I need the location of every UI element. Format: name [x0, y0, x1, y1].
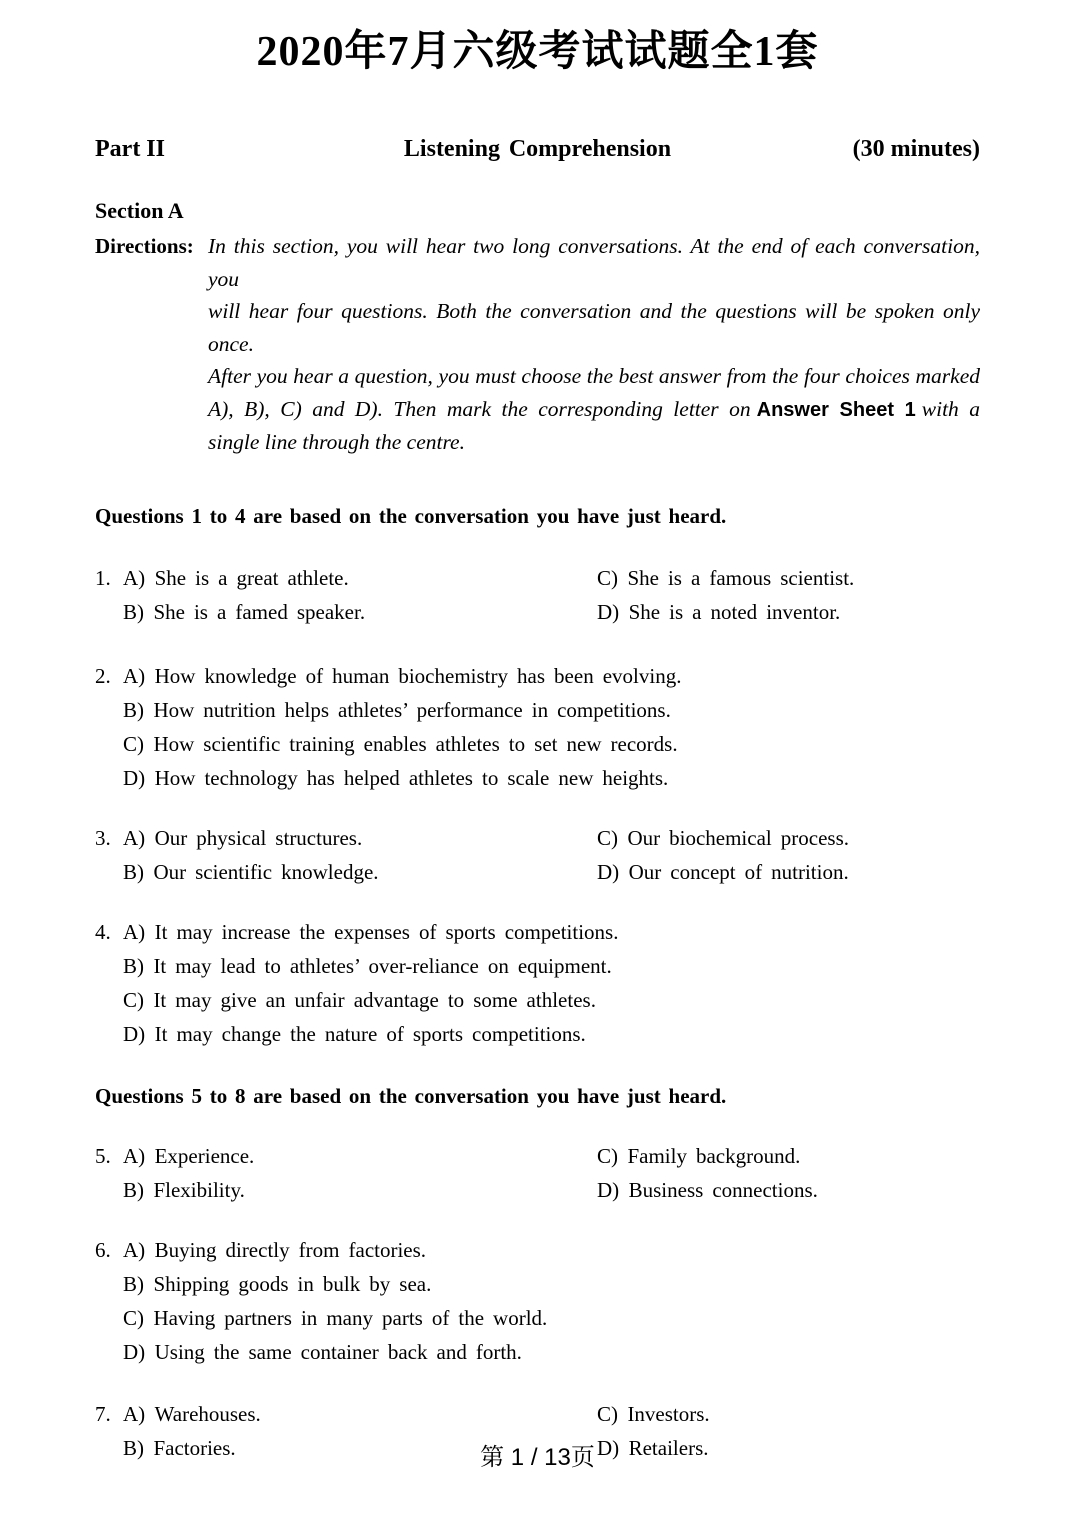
directions-line-3: After you hear a question, you must choose the best answer from the four choices marked [208, 364, 980, 388]
option-c [597, 1144, 800, 1168]
option-cell [597, 595, 980, 629]
question-row [95, 855, 980, 889]
option-cell [95, 1173, 597, 1207]
question-number: 5. [95, 1143, 111, 1168]
option-label: A) [123, 663, 146, 688]
option-text: Our concept of nutrition. [628, 859, 849, 884]
option-text: How technology has helped athletes to scale new heights. [154, 765, 669, 790]
option-cell [95, 595, 597, 629]
page-number-footer: 第 1 / 13页 [480, 1444, 595, 1471]
option-b [123, 954, 612, 978]
directions-line-4 [208, 393, 980, 427]
option-d [123, 1022, 586, 1046]
option-a [123, 566, 349, 590]
option-d [597, 1178, 818, 1202]
option-label: B) [123, 599, 144, 624]
option-cell [95, 855, 597, 889]
section-a-heading: Section A [95, 198, 184, 223]
option-b [123, 698, 671, 722]
option-label: B) [123, 1435, 144, 1460]
option-cell [597, 1397, 980, 1431]
option-text: She is a famed speaker. [153, 599, 366, 624]
part-header [95, 132, 980, 166]
option-label: A) [123, 919, 146, 944]
question-row [95, 595, 980, 629]
option-text: She is a famous scientist. [627, 565, 855, 590]
option-label: C) [123, 1305, 144, 1330]
directions-body [208, 230, 980, 459]
question-2 [95, 659, 980, 795]
question-row [95, 1267, 980, 1301]
option-text: She is a noted inventor. [628, 599, 841, 624]
option-b [123, 1272, 431, 1296]
option-text: Buying directly from factories. [154, 1237, 427, 1262]
option-cell [597, 1139, 980, 1173]
question-number: 2. [95, 663, 111, 688]
question-number: 7. [95, 1401, 111, 1426]
question-row [95, 1017, 980, 1051]
question-4 [95, 915, 980, 1051]
option-label: C) [123, 731, 144, 756]
option-label: A) [123, 1401, 146, 1426]
option-text: Our scientific knowledge. [153, 859, 379, 884]
option-label: A) [123, 825, 146, 850]
option-label: A) [123, 1143, 146, 1168]
option-label: B) [123, 1177, 144, 1202]
option-a [123, 826, 362, 850]
option-c [597, 566, 854, 590]
option-cell [95, 821, 597, 855]
option-text: Factories. [153, 1435, 236, 1460]
option-text: She is a great athlete. [154, 565, 349, 590]
question-6 [95, 1233, 980, 1369]
option-a [123, 664, 681, 688]
question-number: 6. [95, 1237, 111, 1262]
option-c [123, 1306, 547, 1330]
question-number: 1. [95, 565, 111, 590]
question-row [95, 1173, 980, 1207]
option-label: D) [123, 1021, 146, 1046]
option-text: Our physical structures. [154, 825, 363, 850]
option-cell [95, 561, 597, 595]
option-label: B) [123, 953, 144, 978]
option-label: D) [123, 765, 146, 790]
option-label: C) [597, 825, 618, 850]
option-d [597, 860, 849, 884]
question-number: 4. [95, 919, 111, 944]
option-b [123, 1178, 245, 1202]
option-c [123, 988, 596, 1012]
option-label: B) [123, 859, 144, 884]
directions-line-2: will hear four questions. Both the conversation and the questions will be spoken only once. [208, 299, 980, 356]
option-d [123, 1340, 522, 1364]
option-text: Our biochemical process. [627, 825, 850, 850]
option-label: C) [597, 1143, 618, 1168]
option-cell [597, 855, 980, 889]
option-cell [597, 561, 980, 595]
option-a [123, 920, 618, 944]
option-text: How knowledge of human biochemistry has been evolving. [154, 663, 682, 688]
option-label: C) [123, 987, 144, 1012]
directions-block [95, 230, 980, 459]
question-row [95, 915, 980, 949]
directions-line-4-pre: A), B), C) and D). Then mark the corresponding letter on [208, 396, 751, 421]
option-text: Warehouses. [154, 1401, 261, 1426]
option-a [123, 1144, 254, 1168]
option-d [123, 766, 668, 790]
option-text: It may give an unfair advantage to some athletes. [153, 987, 596, 1012]
question-1 [95, 561, 980, 629]
option-text: It may increase the expenses of sports competitions. [154, 919, 619, 944]
option-label: B) [123, 1271, 144, 1296]
question-row [95, 561, 980, 595]
question-row [95, 1233, 980, 1267]
question-row [95, 821, 980, 855]
option-label: A) [123, 1237, 146, 1262]
directions-label: Directions: [95, 234, 194, 258]
option-text: Using the same container back and forth. [154, 1339, 522, 1364]
option-label: D) [597, 599, 620, 624]
questions-1-4-header: Questions 1 to 4 are based on the conversation you have just heard. [95, 503, 727, 528]
question-row [95, 727, 980, 761]
option-text: How scientific training enables athletes to set new records. [153, 731, 678, 756]
option-label: C) [597, 1401, 618, 1426]
questions-5-8-header: Questions 5 to 8 are based on the conversation you have just heard. [95, 1083, 727, 1108]
directions-line-4-post: with a [921, 396, 980, 421]
option-b [123, 600, 365, 624]
option-text: It may change the nature of sports competitions. [154, 1021, 586, 1046]
option-label: D) [597, 1177, 620, 1202]
question-row [95, 659, 980, 693]
question-row [95, 983, 980, 1017]
question-5 [95, 1139, 980, 1207]
option-c [123, 732, 678, 756]
option-label: D) [123, 1339, 146, 1364]
option-text: Having partners in many parts of the world. [153, 1305, 548, 1330]
part-duration: (30 minutes) [852, 136, 980, 162]
question-row [95, 693, 980, 727]
option-cell [597, 1173, 980, 1207]
option-label: B) [123, 697, 144, 722]
question-row [95, 1301, 980, 1335]
page-title: 2020年7月六级考试试题全1套 [256, 29, 819, 75]
option-cell [95, 1397, 597, 1431]
option-label: D) [597, 1435, 620, 1460]
question-3 [95, 821, 980, 889]
option-label: A) [123, 565, 146, 590]
question-row [95, 761, 980, 795]
option-a [123, 1238, 426, 1262]
question-row [95, 1397, 980, 1431]
option-text: Business connections. [628, 1177, 818, 1202]
question-row [95, 1335, 980, 1369]
option-text: Shipping goods in bulk by sea. [153, 1271, 432, 1296]
option-text: It may lead to athletes’ over-reliance on equipment. [153, 953, 612, 978]
directions-line-1: In this section, you will hear two long conversations. At the end of each conversation, you [208, 234, 980, 291]
option-text: How nutrition helps athletes’ performance in competitions. [153, 697, 671, 722]
option-c [597, 1402, 710, 1426]
part-title: Listening Comprehension [403, 136, 672, 162]
answer-sheet-emphasis: Answer Sheet 1 [756, 398, 916, 421]
option-text: Retailers. [628, 1435, 709, 1460]
option-text: Investors. [627, 1401, 710, 1426]
option-label: D) [597, 859, 620, 884]
option-text: Flexibility. [153, 1177, 245, 1202]
option-cell [597, 821, 980, 855]
part-label: Part II [95, 136, 165, 162]
option-label: C) [597, 565, 618, 590]
question-number: 3. [95, 825, 111, 850]
question-row [95, 1139, 980, 1173]
directions-line-5: single line through the centre. [208, 430, 465, 454]
option-a [123, 1402, 261, 1426]
question-row [95, 949, 980, 983]
option-b [123, 860, 379, 884]
option-text: Experience. [154, 1143, 255, 1168]
option-cell [95, 1139, 597, 1173]
option-d [597, 600, 840, 624]
option-c [597, 826, 849, 850]
option-text: Family background. [627, 1143, 801, 1168]
